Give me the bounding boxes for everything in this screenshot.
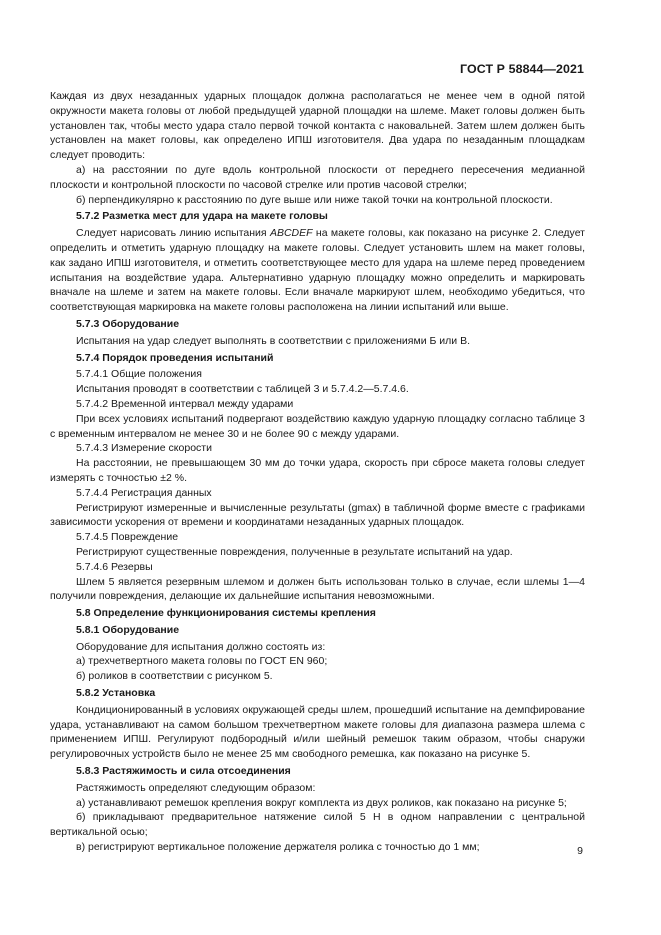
list-item: а) на расстоянии по дуге вдоль контрольной плоскости от переднего пересечения медианной плоскости и контрольной плоскости по часовой стрелке или против часовой стрелки;: [50, 163, 585, 191]
subsection-title: 5.7.4.4 Регистрация данных: [76, 486, 212, 499]
section-heading-5-8: 5.8 Определение функционирования системы крепления: [76, 607, 376, 620]
list-item: б) прикладывают предварительное натяжение силой 5 Н в одном направлении с центральной вертикальной осью;: [50, 811, 585, 839]
paragraph: Следует нарисовать линию испытания ABCDEF на макете головы, как показано на рисунке 2. Следует определить и отметить ударную площадку на макете головы. Следует установить шлем на макет головы, как задано ИПШ изготовителя, и отметить соответствующее место для удара на шлеме перед проведением испытания на воздействие удара. Альтернативно ударную площадку можно определить и маркировать вначале на шлеме и затем на макете головы. Если вначале маркируют шлем, необходимо убедиться, что соответствующая маркировка на макете головы расположена на линии испытаний или выше.: [50, 227, 585, 314]
paragraph: Оборудование для испытания должно состоять из:: [76, 640, 326, 653]
section-heading-5-8-2: 5.8.2 Установка: [76, 687, 156, 700]
subsection-title: 5.7.4.1 Общие положения: [76, 368, 202, 381]
paragraph: Каждая из двух незаданных ударных площадок должна располагаться не менее чем в одной пятой окружности макета головы от любой предыдущей ударной площадки на шлеме. Макет головы должен быть установлен так, чтобы место удара стало первой точкой контакта с наковальней. Затем шлем должен быть установлен на макет головы, как определено ИПШ изготовителя. Два удара по незаданным площадкам следует проводить:: [50, 90, 585, 162]
test-line-label: ABCDEF: [269, 227, 313, 240]
section-heading-5-8-3: 5.8.3 Растяжимость и сила отсоединения: [76, 765, 291, 778]
subsection-title: 5.7.4.6 Резервы: [76, 560, 153, 573]
standard-header: ГОСТ Р 58844—2021: [460, 62, 584, 76]
section-heading-5-7-3: 5.7.3 Оборудование: [76, 317, 180, 330]
list-item: в) регистрируют вертикальное положение держателя ролика с точностью до 1 мм;: [76, 841, 480, 854]
paragraph: Регистрируют измеренные и вычисленные результаты (gmax) в табличной форме вместе с графиками зависимости ускорения от времени и координатами незаданных ударных площадок.: [50, 501, 585, 529]
paragraph: При всех условиях испытаний подвергают воздействию каждую ударную площадку согласно таблице 3 с временным интервалом не менее 30 и не более 90 с между ударами.: [50, 412, 585, 440]
list-item: б) роликов в соответствии с рисунком 5.: [76, 670, 273, 683]
list-item: а) устанавливают ремешок крепления вокруг комплекта из двух роликов, как показано на рисунке 5;: [76, 796, 567, 809]
paragraph: Кондиционированный в условиях окружающей среды шлем, прошедший испытание на демпфирование удара, устанавливают на самом большом трехчетвертном макете головы для диапазона размера шлема с применением ИПШ. Регулируют подбородный и/или шейный ремешок таким образом, чтобы снаружи регулировочных устройств было не менее 25 мм свободного ремешка, как показано на рисунке 5.: [50, 703, 585, 761]
list-item: б) перпендикулярно к расстоянию по дуге выше или ниже такой точки на контрольной плоскости.: [76, 193, 553, 206]
subsection-title: 5.7.4.2 Временной интервал между ударами: [76, 397, 294, 410]
section-heading-5-8-1: 5.8.1 Оборудование: [76, 623, 180, 636]
paragraph: Испытания проводят в соответствии с таблицей 3 и 5.7.4.2—5.7.4.6.: [76, 383, 409, 396]
paragraph: Регистрируют существенные повреждения, полученные в результате испытаний на удар.: [76, 545, 513, 558]
subsection-title: 5.7.4.3 Измерение скорости: [76, 442, 212, 455]
document-body: [50, 89, 585, 855]
section-heading-5-7-4: 5.7.4 Порядок проведения испытаний: [76, 351, 274, 364]
page-number: 9: [577, 845, 583, 857]
section-heading-5-7-2: 5.7.2 Разметка мест для удара на макете головы: [76, 210, 328, 223]
paragraph: На расстоянии, не превышающем 30 мм до точки удара, скорость при сбросе макета головы следует измерять с точностью ±2 %.: [50, 457, 585, 484]
list-item: а) трехчетвертного макета головы по ГОСТ EN 960;: [76, 655, 328, 668]
subsection-title: 5.7.4.5 Повреждение: [76, 531, 179, 544]
paragraph: Шлем 5 является резервным шлемом и должен быть использован только в случае, если шлемы 1—4 получили повреждения, делающие их дальнейшие испытания невозможными.: [50, 575, 585, 603]
paragraph: Испытания на удар следует выполнять в соответствии с приложениями Б или В.: [76, 334, 470, 347]
paragraph: Растяжимость определяют следующим образом:: [76, 781, 316, 794]
